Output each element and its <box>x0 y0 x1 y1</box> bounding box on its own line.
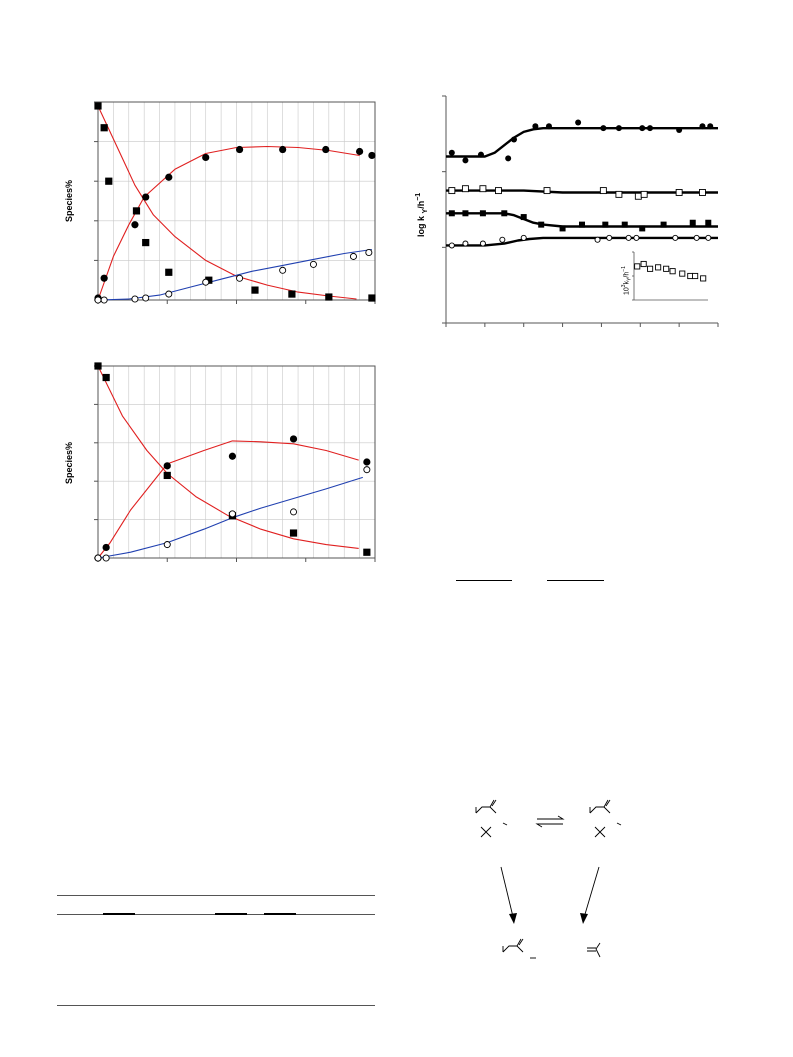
kinetics-ylabel-sub: Y <box>421 208 429 214</box>
chart-2-point-open-square <box>544 188 550 194</box>
chart-2-point-open-circle <box>673 235 678 240</box>
inset-point <box>641 261 646 266</box>
inset-point <box>647 266 652 271</box>
chart-1-fit-line-3 <box>98 366 359 548</box>
chart-1-fit-line-4 <box>98 441 359 558</box>
inset-point <box>701 276 706 281</box>
chart-1-point-open-circle <box>229 511 235 517</box>
chart-2-point-filled-circle <box>511 137 517 143</box>
chart-0-point-filled-circle <box>368 152 375 159</box>
inset-ylabel-sub: Y <box>626 277 633 281</box>
chart-2-point-filled-circle <box>462 157 468 163</box>
chart-0-point-filled-square <box>165 269 172 276</box>
chart-0-point-filled-square <box>325 293 332 300</box>
inset-point <box>680 271 685 276</box>
chart-1-point-filled-circle <box>229 453 236 460</box>
chart-2-point-filled-circle <box>575 119 581 125</box>
chart-0-point-open-circle <box>237 275 243 281</box>
scheme-molecule-right-charge <box>617 823 621 825</box>
inset-ylabel-unit-exp: −1 <box>621 266 627 272</box>
scheme-arrow-left-head <box>509 913 517 924</box>
scheme-product-right-double-bond <box>587 948 596 951</box>
chart-2-point-filled-circle <box>647 125 653 131</box>
chart-1-point-open-circle <box>290 509 296 515</box>
chart-0-fit-line-3 <box>98 106 357 299</box>
chart-2-point-open-circle <box>607 235 612 240</box>
chart-2-point-filled-square <box>639 225 645 231</box>
chart-0-point-open-circle <box>132 296 138 302</box>
chart-1-point-filled-square <box>363 549 370 556</box>
chart-0-point-open-circle <box>143 295 149 301</box>
scheme-molecule-left-charge <box>503 823 507 825</box>
chart-2-point-open-circle <box>449 243 454 248</box>
scheme-equilibrium-backward <box>537 824 563 827</box>
bottom-chart-ylabel-text: Species% <box>64 441 74 484</box>
chart-1-point-filled-square <box>164 472 171 479</box>
chart-2-point-filled-circle <box>505 155 511 161</box>
chart-2-point-filled-square <box>560 225 566 231</box>
chart-2-point-filled-square <box>602 222 608 228</box>
chart-2-point-open-square <box>641 191 647 197</box>
chart-2-point-filled-square <box>622 222 628 228</box>
chart-2-point-open-square <box>462 186 468 192</box>
chart-1-point-filled-circle <box>290 435 297 442</box>
chart-1-point-open-circle <box>164 542 170 548</box>
scheme-equilibrium-forward <box>537 816 563 819</box>
scheme-molecule-left-double-bond <box>490 800 496 807</box>
chart-2-point-filled-circle <box>616 125 622 131</box>
chart-0-point-filled-square <box>368 294 375 301</box>
table-span-rule-1 <box>103 913 135 915</box>
chart-2-point-open-circle <box>500 237 505 242</box>
scheme-product-left-backbone <box>503 946 523 952</box>
chart-2-fit-line-1 <box>446 128 718 156</box>
scheme-molecule-right-double-bond <box>604 800 610 807</box>
chart-2-point-open-square <box>449 188 455 194</box>
chart-2-point-filled-circle <box>639 125 645 131</box>
inset-ylabel-prefix: 10 <box>623 287 631 295</box>
table-bottom-rule <box>57 1005 375 1006</box>
chart-0-point-filled-circle <box>142 193 149 200</box>
chart-0-point-filled-circle <box>101 275 108 282</box>
chart-1-point-filled-square <box>290 529 297 536</box>
chart-2-point-open-circle <box>706 235 711 240</box>
chart-1-point-filled-square <box>103 374 110 381</box>
chart-0-frame <box>94 102 375 304</box>
chart-2-point-filled-circle <box>546 123 552 129</box>
kinetics-ylabel-unit: /h <box>416 200 426 209</box>
chart-2-point-open-square <box>699 189 705 195</box>
chart-0-point-open-circle <box>366 249 372 255</box>
chart-0-point-open-circle <box>95 297 101 303</box>
chart-1-point-filled-circle <box>164 462 171 469</box>
chart-2-point-filled-square <box>462 210 468 216</box>
scheme-line-right <box>547 580 604 581</box>
chart-2-point-filled-circle <box>478 152 484 158</box>
scheme-line-left <box>456 580 512 581</box>
kinetics-ylabel-main: log k <box>416 215 426 237</box>
chart-0-point-filled-square <box>101 124 108 131</box>
chart-2-point-filled-circle <box>449 150 455 156</box>
chart-2-point-open-square <box>635 193 641 199</box>
chart-2-point-open-circle <box>463 241 468 246</box>
chart-0-point-filled-square <box>251 287 258 294</box>
chart-0-point-filled-square <box>288 290 295 297</box>
inset-ylabel-k: k <box>623 280 631 285</box>
chart-2-point-filled-circle <box>532 123 538 129</box>
chart-1-point-open-circle <box>103 555 109 561</box>
chart-1-point-open-circle <box>95 555 101 561</box>
inset-point <box>635 264 640 269</box>
chart-1-frame <box>94 366 375 562</box>
chart-2-point-filled-circle <box>600 125 606 131</box>
scheme-molecule-right-backbone <box>590 807 610 813</box>
chart-2-point-open-square <box>616 191 622 197</box>
chart-0-point-filled-square <box>133 207 140 214</box>
scheme-molecule-left-backbone <box>476 807 496 813</box>
chart-0-point-filled-square <box>94 102 101 109</box>
chart-0-point-filled-circle <box>279 146 286 153</box>
chart-2-point-filled-square <box>501 210 507 216</box>
scheme-arrow-right-head <box>580 913 588 924</box>
chart-2-point-filled-square <box>521 214 527 220</box>
chart-0-point-filled-square <box>105 178 112 185</box>
chart-0-point-filled-circle <box>236 146 243 153</box>
chart-2-point-filled-square <box>449 210 455 216</box>
chart-2-point-open-circle <box>595 237 600 242</box>
table-top-rule <box>57 895 375 896</box>
chart-2-point-filled-circle <box>707 123 713 129</box>
chart-2-point-filled-circle <box>676 127 682 133</box>
chart-0-point-open-circle <box>350 253 356 259</box>
table-span-rule-3 <box>264 913 296 915</box>
scheme-arrow-right-shaft <box>583 867 599 921</box>
chart-0-point-open-circle <box>203 279 209 285</box>
chart-2-point-open-circle <box>521 235 526 240</box>
chart-2-point-open-circle <box>626 235 631 240</box>
chart-2-point-filled-square <box>538 222 544 228</box>
chart-2-point-open-square <box>480 186 486 192</box>
chart-2-point-open-square <box>495 188 501 194</box>
chart-0-point-filled-circle <box>165 174 172 181</box>
inset-point <box>670 269 675 274</box>
inset-point <box>664 266 669 271</box>
chart-2-point-filled-square <box>579 222 585 228</box>
chart-1-point-filled-circle <box>103 544 110 551</box>
chart-2-point-filled-square <box>480 210 486 216</box>
scheme-molecule-left-cross <box>481 827 491 837</box>
inset-ylabel-unit: /h <box>623 271 631 278</box>
chart-0-point-open-circle <box>280 267 286 273</box>
chart-0-point-open-circle <box>101 297 107 303</box>
top-chart-ylabel-text: Species% <box>64 179 74 222</box>
chart-2-point-open-circle <box>480 241 485 246</box>
chart-2-point-open-square <box>676 189 682 195</box>
chart-0-point-filled-square <box>142 239 149 246</box>
chart-2-point-filled-circle <box>699 123 705 129</box>
chart-1-point-filled-circle <box>363 458 370 465</box>
chart-1-point-open-circle <box>364 467 370 473</box>
chart-0-point-filled-circle <box>202 154 209 161</box>
chart-0-point-open-circle <box>166 291 172 297</box>
chart-2-point-open-circle <box>634 235 639 240</box>
scheme-arrow-left-shaft <box>501 867 514 921</box>
chart-0-point-open-circle <box>310 261 316 267</box>
chart-0-point-filled-circle <box>322 146 329 153</box>
inset-point <box>693 273 698 278</box>
chart-2-point-open-circle <box>694 235 699 240</box>
kinetics-ylabel-exp: −1 <box>415 192 422 201</box>
chart-0-point-filled-circle <box>356 148 363 155</box>
chart-2-point-filled-square <box>705 220 711 226</box>
chart-2-point-open-square <box>600 188 606 194</box>
inset-point <box>656 265 661 270</box>
chart-0-fit-line-5 <box>98 250 372 301</box>
chart-0-point-filled-circle <box>131 221 138 228</box>
scheme-molecule-right-cross <box>595 827 605 837</box>
chart-2-point-filled-square <box>690 220 696 226</box>
scheme-product-right-branch <box>596 943 600 957</box>
table-span-rule-2 <box>215 913 247 915</box>
chart-2-point-filled-square <box>661 222 667 228</box>
inset-ylabel-exp: 3 <box>621 284 627 288</box>
scheme-product-left-double-bond <box>517 939 523 946</box>
chart-1-point-filled-square <box>94 362 101 369</box>
